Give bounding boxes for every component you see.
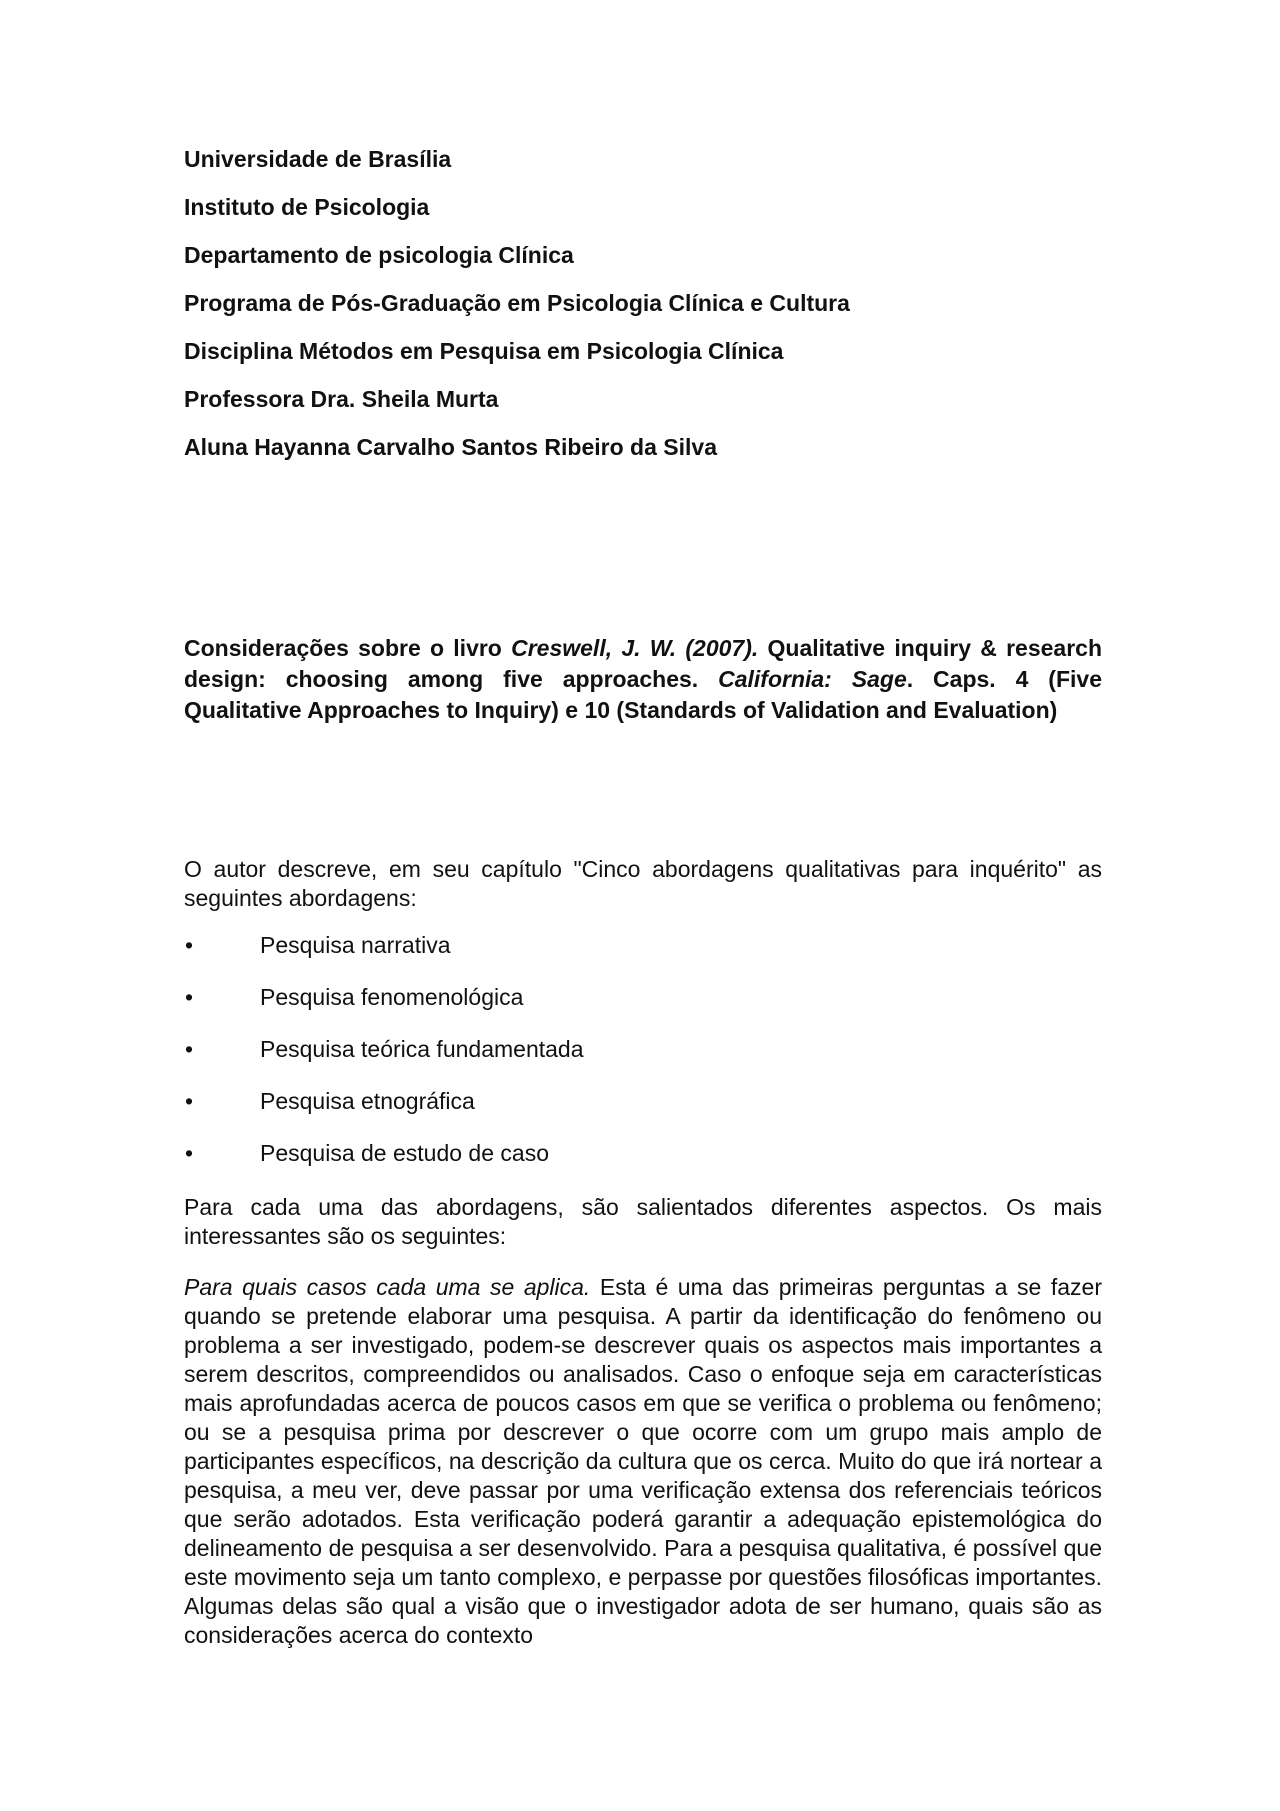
bullet-icon: • <box>185 932 194 958</box>
bullet-icon: • <box>185 984 194 1010</box>
header-course: Disciplina Métodos em Pesquisa em Psicologia Clínica <box>184 338 784 364</box>
header-institute: Instituto de Psicologia <box>184 194 430 220</box>
header-program: Programa de Pós-Graduação em Psicologia Clínica e Cultura <box>184 290 850 316</box>
reference-publisher: California: Sage <box>718 666 907 692</box>
aspects-paragraph: Para cada uma das abordagens, são salientados diferentes aspectos. Os mais interessantes são os seguintes: <box>184 1194 1102 1249</box>
list-item-label: Pesquisa narrativa <box>260 932 451 958</box>
list-item <box>184 1035 1102 1087</box>
reference-prefix: Considerações sobre o livro <box>184 635 512 661</box>
paragraph-lead: Para quais casos cada uma se aplica. <box>184 1274 591 1300</box>
header-department: Departamento de psicologia Clínica <box>184 242 574 268</box>
reference-citation: Creswell, J. W. (2007). <box>511 635 759 661</box>
paragraph-body: Esta é uma das primeiras perguntas a se fazer quando se pretende elaborar uma pesquisa. A partir da identificação do fenômeno ou problema a ser investigado, podem-se descrever quais os aspectos mais importantes a serem descritos, compreendidos ou analisados. Caso o enfoque seja em características mais aprofundadas acerca de poucos casos em que se verifica o problema ou fenômeno; ou se a pesquisa prima por descrever o que ocorre com um grupo mais amplo de participantes específicos, na descrição da cultura que os cerca. Muito do que irá nortear a pesquisa, a meu ver, deve passar por uma verificação extensa dos referenciais teóricos que serão adotados. Esta verificação poderá garantir a adequação epistemológica do delineamento de pesquisa a ser desenvolvido. Para a pesquisa qualitativa, é possível que este movimento seja um tanto complexo, e perpasse por questões filosóficas importantes. Algumas delas são qual a visão que o investigador adota de ser humano, quais são as considerações acerca do contexto <box>184 1274 1102 1648</box>
list-item-label: Pesquisa teórica fundamentada <box>260 1036 584 1062</box>
list-item <box>184 1087 1102 1139</box>
bullet-icon: • <box>185 1036 194 1062</box>
list-item <box>184 931 1102 983</box>
approaches-list <box>184 931 1102 1191</box>
header-university: Universidade de Brasília <box>184 146 452 172</box>
header-professor: Professora Dra. Sheila Murta <box>184 386 499 412</box>
application-paragraph <box>184 1273 1102 1650</box>
book-reference <box>184 633 1102 726</box>
list-item <box>184 983 1102 1035</box>
intro-paragraph: O autor descreve, em seu capítulo "Cinco abordagens qualitativas para inquérito" as seguintes abordagens: <box>184 856 1102 911</box>
bullet-icon: • <box>185 1140 194 1166</box>
reference-title: Qualitative inquiry & research design: choosing among five approaches. <box>184 635 1102 692</box>
list-item-label: Pesquisa de estudo de caso <box>260 1140 549 1166</box>
document-header <box>184 145 1102 481</box>
list-item-label: Pesquisa etnográfica <box>260 1088 475 1114</box>
header-student: Aluna Hayanna Carvalho Santos Ribeiro da Silva <box>184 434 717 460</box>
bullet-icon: • <box>185 1088 194 1114</box>
reference-suffix: . Caps. 4 (Five Qualitative Approaches to Inquiry) e 10 (Standards of Validation and Evaluation) <box>184 666 1102 723</box>
list-item <box>184 1139 1102 1191</box>
list-item-label: Pesquisa fenomenológica <box>260 984 524 1010</box>
